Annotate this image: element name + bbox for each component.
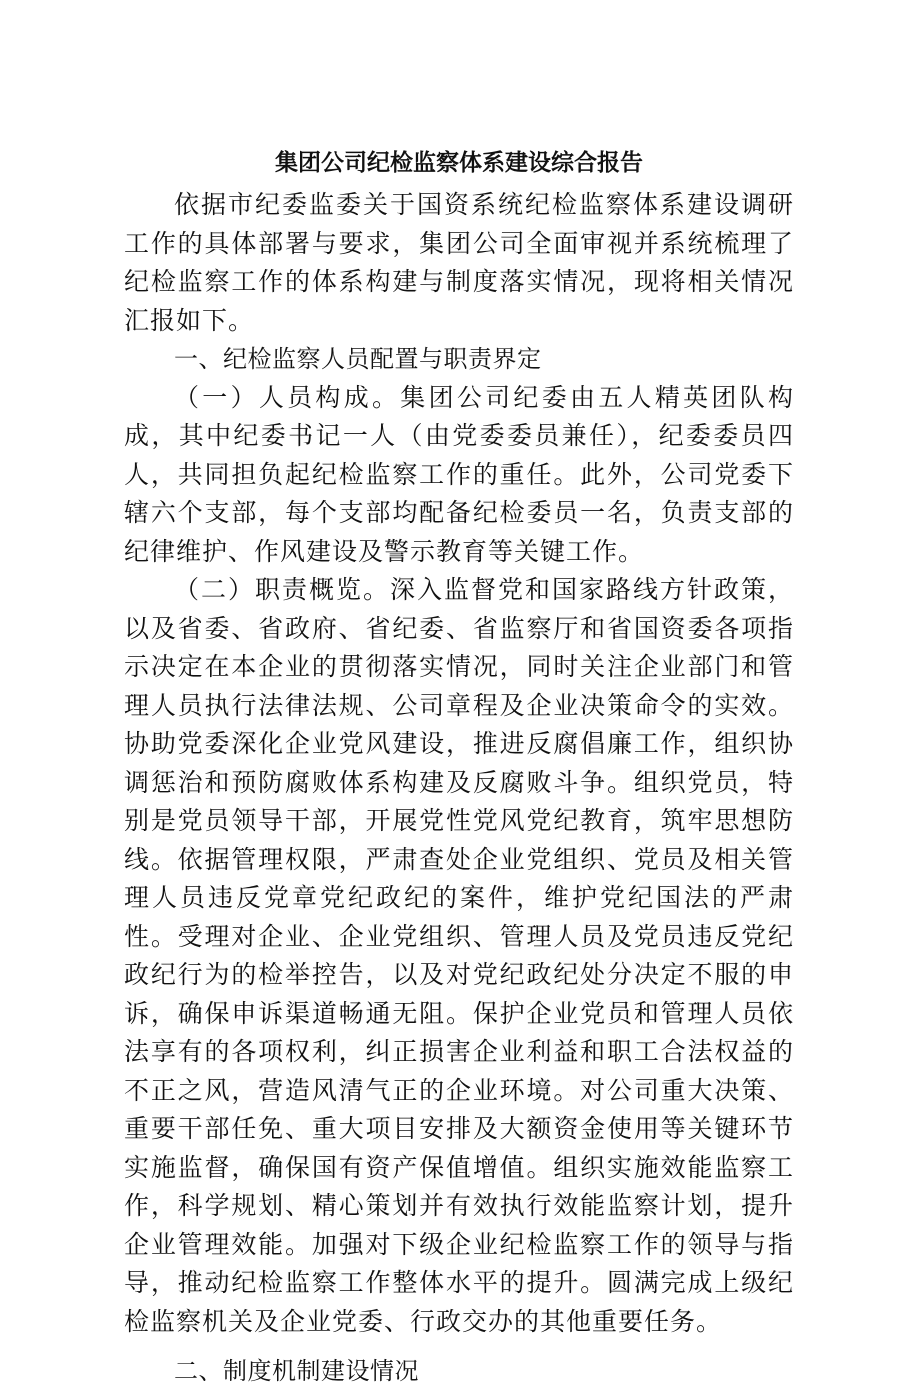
subheading-staff-composition: （一）人员构成。: [174, 382, 401, 412]
paragraph-staff-composition: [124, 379, 794, 572]
paragraph-duties-overview: [124, 571, 794, 1341]
duties-overview-text: 深入监督党和国家路线方针政策，以及省委、省政府、省纪委、省监察厅和省国资委各项指示决定在本企业的贯彻落实情况，同时关注企业部门和管理人员执行法律法规、公司章程及企业决策命令的实效。协助党委深化企业党风建设，推进反腐倡廉工作，组织协调惩治和预防腐败体系构建及反腐败斗争。组织党员，特别是党员领导干部，开展党性党风党纪教育，筑牢思想防线。依据管理权限，严肃查处企业党组织、党员及相关管理人员违反党章党纪政纪的案件，维护党纪国法的严肃性。受理对企业、企业党组织、管理人员及党员违反党纪政纪行为的检举控告，以及对党纪政纪处分决定不服的申诉，确保申诉渠道畅通无阻。保护企业党员和管理人员依法享有的各项权利，纠正损害企业利益和职工合法权益的不正之风，营造风清气正的企业环境。对公司重大决策、重要干部任免、重大项目安排及大额资金使用等关键环节实施监督，确保国有资产保值增值。组织实施效能监察工作，科学规划、精心策划并有效执行效能监察计划，提升企业管理效能。加强对下级企业纪检监察工作的领导与指导，推动纪检监察工作整体水平的提升。圆满完成上级纪检监察机关及企业党委、行政交办的其他重要任务。: [124, 575, 794, 1336]
section-heading-staffing: 一、纪检监察人员配置与职责界定: [174, 345, 542, 373]
document-title: 集团公司纪检监察体系建设综合报告: [275, 150, 643, 176]
intro-paragraph: 依据市纪委监委关于国资系统纪检监察体系建设调研工作的具体部署与要求，集团公司全面审视并系统梳理了纪检监察工作的体系构建与制度落实情况，现将相关情况汇报如下。: [124, 190, 794, 335]
subheading-duties-overview: （二）职责概览。: [174, 575, 390, 604]
section-heading-institutions: 二、制度机制建设情况: [174, 1357, 419, 1385]
staff-composition-text: 集团公司纪委由五人精英团队构成，其中纪委书记一人（由党委委员兼任），纪委委员四人，共同担负起纪检监察工作的重任。此外，公司党委下辖六个支部，每个支部均配备纪检委员一名，负责支部的纪律维护、作风建设及警示教育等关键工作。: [124, 382, 794, 566]
document-body: [124, 140, 794, 1391]
